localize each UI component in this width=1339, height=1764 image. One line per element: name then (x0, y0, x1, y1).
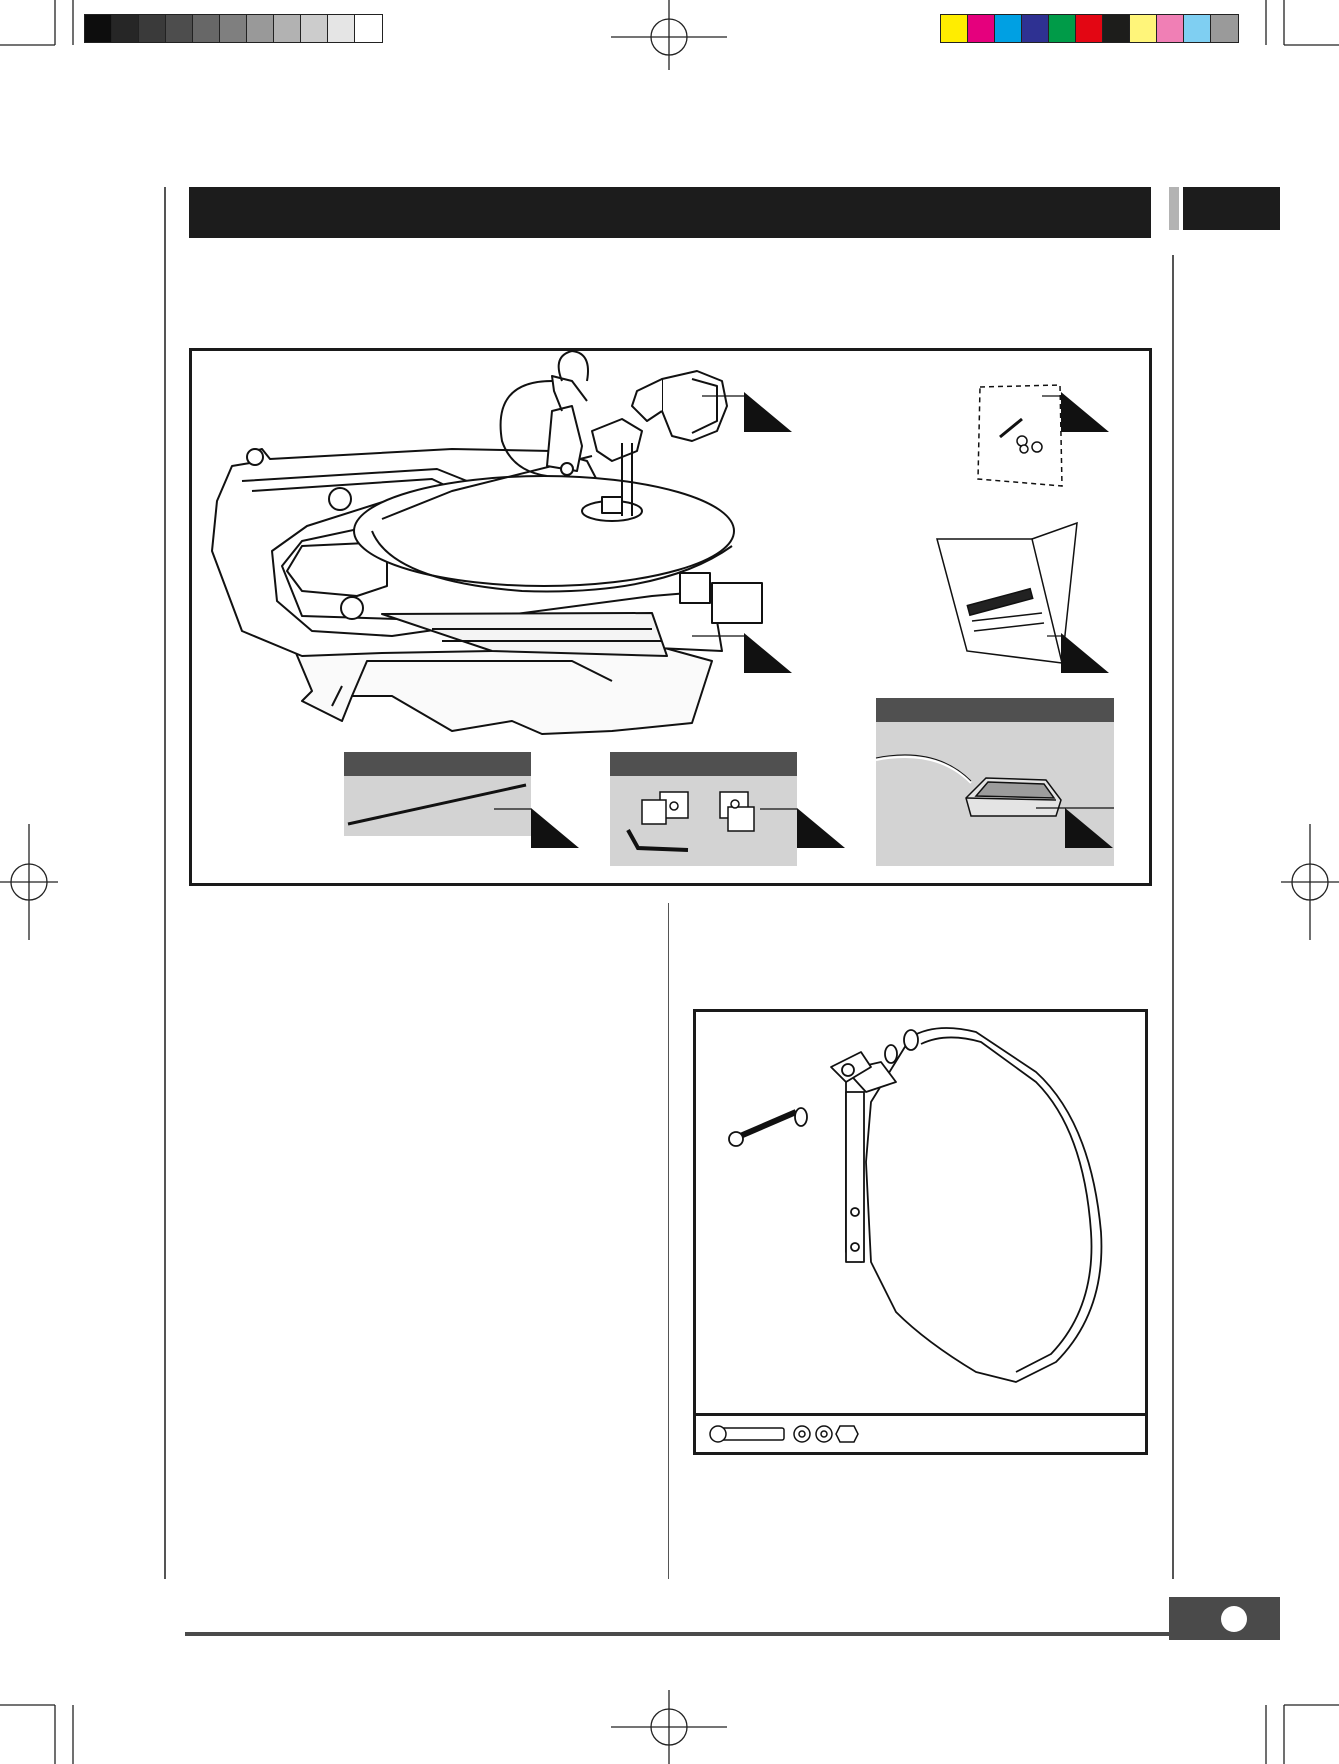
callout-foot-switch (1065, 808, 1113, 848)
gray-swatch (274, 15, 301, 42)
color-swatch (1103, 15, 1130, 42)
callout-blade-holders (797, 808, 845, 848)
color-swatch (995, 15, 1022, 42)
hardware-legend-illustration (696, 1416, 1145, 1456)
blade-illustration (344, 752, 531, 836)
registration-target-right (1281, 824, 1339, 940)
section-header-bar (189, 187, 1151, 238)
blade-guard-assembly-illustration (696, 1012, 1151, 1412)
left-margin-rule (164, 187, 166, 1579)
gray-swatch (112, 15, 139, 42)
footer-rule (185, 1632, 1170, 1636)
gray-swatch (220, 15, 247, 42)
section-tab (1183, 187, 1280, 230)
color-swatch (1130, 15, 1157, 42)
gray-swatch (139, 15, 166, 42)
section-tab-label (1183, 200, 1193, 217)
blade-holders-box (610, 752, 797, 866)
parts-figure (189, 348, 1152, 886)
registration-target-top (611, 0, 727, 70)
color-swatch (968, 15, 995, 42)
gray-swatch (85, 15, 112, 42)
assembly-figure (693, 1009, 1148, 1455)
color-swatch (1157, 15, 1184, 42)
gray-swatch (247, 15, 274, 42)
section-tab-accent (1169, 187, 1179, 230)
registration-target-bottom (611, 1690, 727, 1764)
section-title (189, 200, 205, 225)
color-swatch (941, 15, 968, 42)
registration-target-left (0, 824, 58, 940)
column-divider (668, 903, 669, 1579)
gray-swatch (193, 15, 220, 42)
gray-swatch (301, 15, 328, 42)
gray-swatch (355, 15, 382, 42)
gray-swatch (328, 15, 355, 42)
grayscale-color-bar (84, 14, 383, 43)
blade-holders-illustration (610, 752, 797, 866)
blade-box (344, 752, 531, 836)
color-swatch (1076, 15, 1103, 42)
process-color-bar (940, 14, 1239, 43)
callout-blade (531, 808, 579, 848)
color-swatch (1211, 15, 1238, 42)
gray-swatch (166, 15, 193, 42)
hardware-legend-strip (696, 1413, 1145, 1456)
right-margin-rule (1172, 255, 1174, 1579)
page-number (1221, 1606, 1247, 1632)
color-swatch (1022, 15, 1049, 42)
color-swatch (1184, 15, 1211, 42)
color-swatch (1049, 15, 1076, 42)
